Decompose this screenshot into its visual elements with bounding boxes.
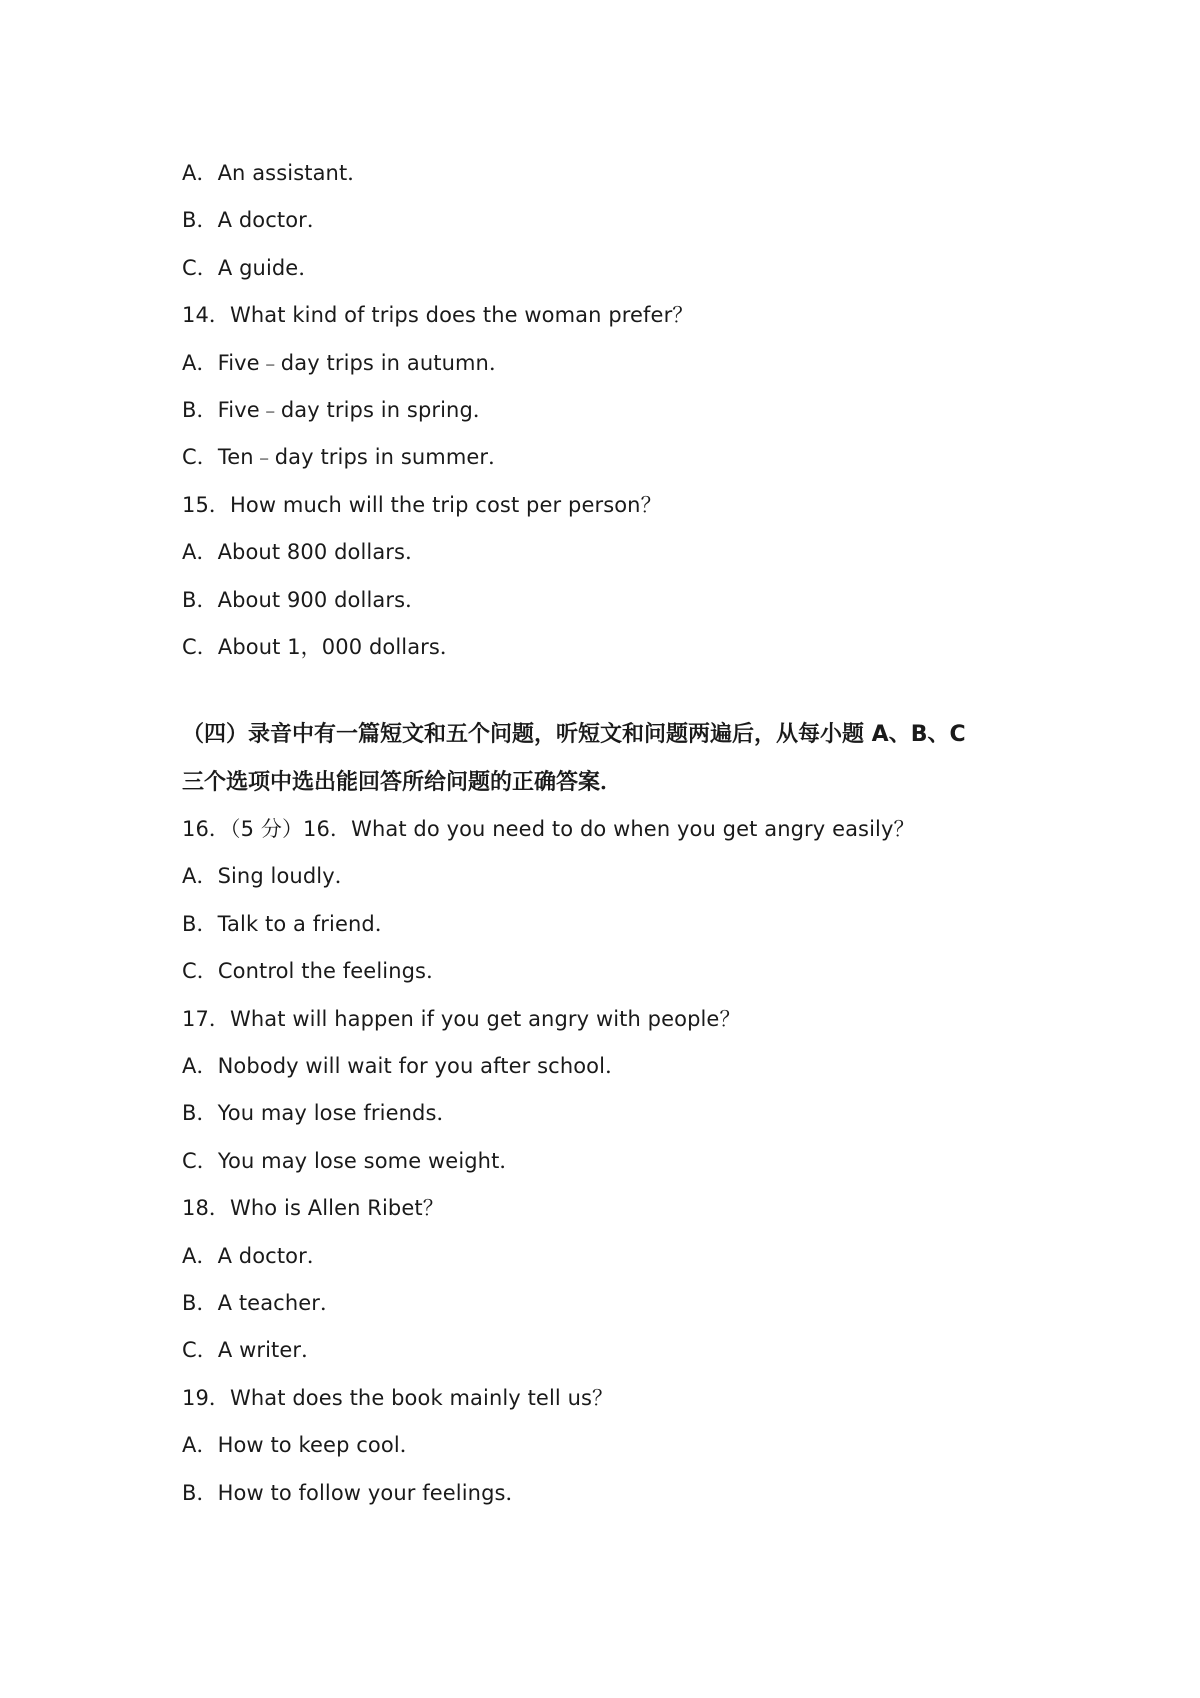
option-line: A．About 800 dollars． (182, 540, 427, 565)
question-line: 14．What kind of trips does the woman prefer？ (182, 303, 694, 328)
option-line: B．Five﹣day trips in spring． (182, 397, 494, 422)
option-line: C．About 1，000 dollars． (182, 634, 462, 659)
question-line: 17．What will happen if you get angry with people？ (182, 1006, 741, 1031)
question-line: 15．How much will the trip cost per person？ (182, 492, 662, 517)
section-spacer (182, 671, 1082, 711)
option-line: B．You may lose friends． (182, 1101, 458, 1126)
option-line: C．You may lose some weight． (182, 1148, 521, 1173)
option-line: A．An assistant． (182, 161, 369, 185)
option-line: A．Nobody will wait for you after school． (182, 1054, 627, 1079)
question-line: 16．（5 分）16．What do you need to do when you get angry easily？ (182, 817, 915, 842)
option-line: C．A writer． (182, 1338, 323, 1363)
exam-content (182, 150, 1082, 1517)
option-line: C．A guide． (182, 255, 320, 280)
question-line: 19．What does the book mainly tell us？ (182, 1385, 614, 1410)
option-line: B．How to follow your feelings． (182, 1480, 527, 1505)
option-line: B．Talk to a friend． (182, 911, 396, 936)
option-line: A．Sing loudly． (182, 864, 356, 889)
option-line: A．A doctor． (182, 1243, 328, 1268)
section-instruction-line-2: 三个选项中选出能回答所给问题的正确答案． (182, 769, 623, 795)
option-line: B．A teacher． (182, 1290, 342, 1315)
option-line: A．How to keep cool． (182, 1433, 421, 1458)
option-line: A．Five﹣day trips in autumn． (182, 350, 511, 375)
option-line: C．Ten﹣day trips in summer． (182, 445, 510, 470)
option-line: B．About 900 dollars． (182, 587, 427, 612)
option-line: C．Control the feelings． (182, 959, 448, 984)
section-instruction-line-1: （四）录音中有一篇短文和五个问题，听短文和问题两遍后，从每小题 A、B、C (182, 722, 966, 748)
option-line: B．A doctor． (182, 208, 328, 233)
question-line: 18．Who is Allen Ribet？ (182, 1196, 444, 1221)
